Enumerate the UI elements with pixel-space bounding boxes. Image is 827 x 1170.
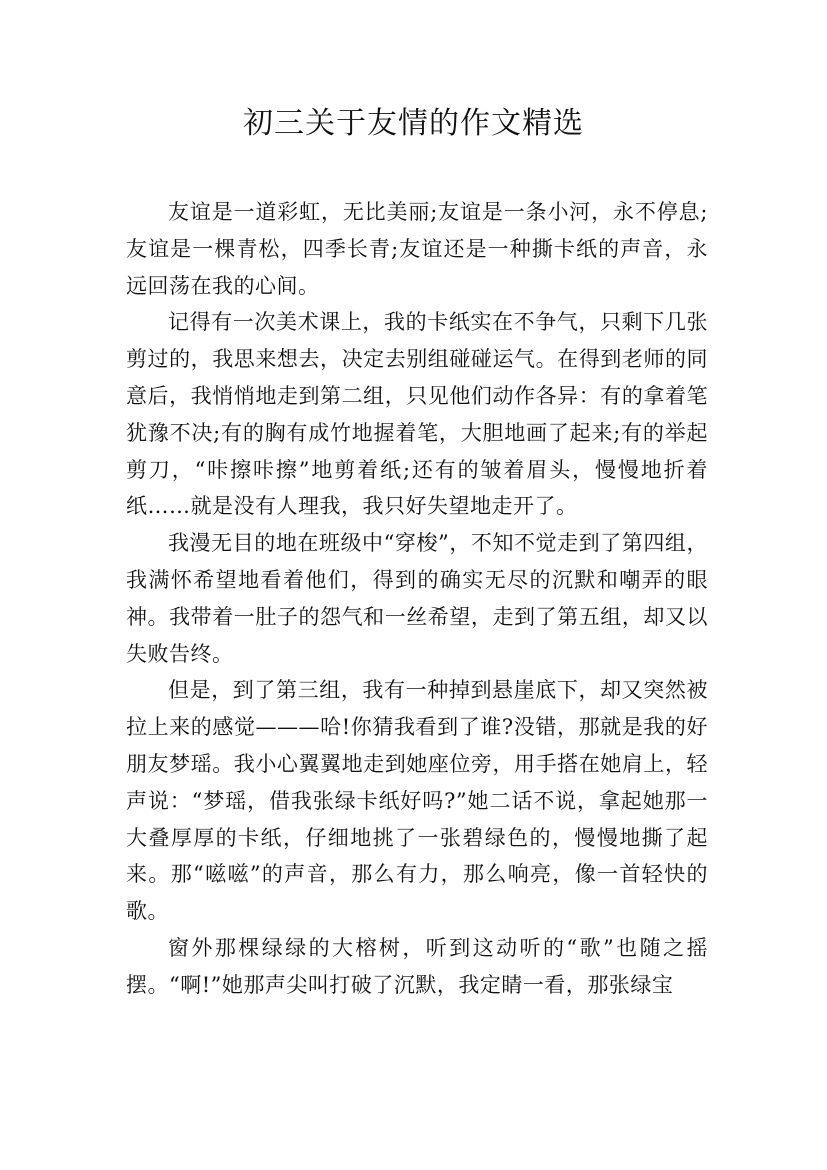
paragraph-4: 但是，到了第三组，我有一种掉到悬崖底下，却又突然被拉上来的感觉———哈!你猜我看到了谁?没错，那就是我的好朋友梦瑶。我小心翼翼地走到她座位旁，用手搭在她肩上，轻声说：“梦瑶，借我张绿卡纸好吗?”她二话不说，拿起她那一大叠厚厚的卡纸，仔细地挑了一张碧绿色的，慢慢地撕了起来。那“嗞嗞”的声音，那么有力，那么响亮，像一首轻快的歌。	[126, 678, 708, 924]
paragraph-3: 我漫无目的地在班级中“穿梭”，不知不觉走到了第四组，我满怀希望地看着他们，得到的确实无尽的沉默和嘲弄的眼神。我带着一肚子的怨气和一丝希望，走到了第五组，却又以失败告终。	[126, 531, 708, 666]
paragraph-2: 记得有一次美术课上，我的卡纸实在不争气，只剩下几张剪过的，我思来想去，决定去别组碰碰运气。在得到老师的同意后，我悄悄地走到第二组，只见他们动作各异：有的拿着笔犹豫不决;有的胸有成竹地握着笔，大胆地画了起来;有的举起剪刀，“咔擦咔擦”地剪着纸;还有的皱着眉头，慢慢地折着纸……就是没有人理我，我只好失望地走开了。	[126, 310, 708, 519]
paragraph-1: 友谊是一道彩虹，无比美丽;友谊是一条小河，永不停息;友谊是一棵青松，四季长青;友谊还是一种撕卡纸的声音，永远回荡在我的心间。	[126, 200, 708, 298]
document-title: 初三关于友情的作文精选	[243, 106, 584, 141]
document-body	[126, 194, 708, 1004]
paragraph-5: 窗外那棵绿绿的大榕树，听到这动听的“歌”也随之摇摆。“啊!”她那声尖叫打破了沉默，我定睛一看，那张绿宝	[126, 935, 708, 997]
